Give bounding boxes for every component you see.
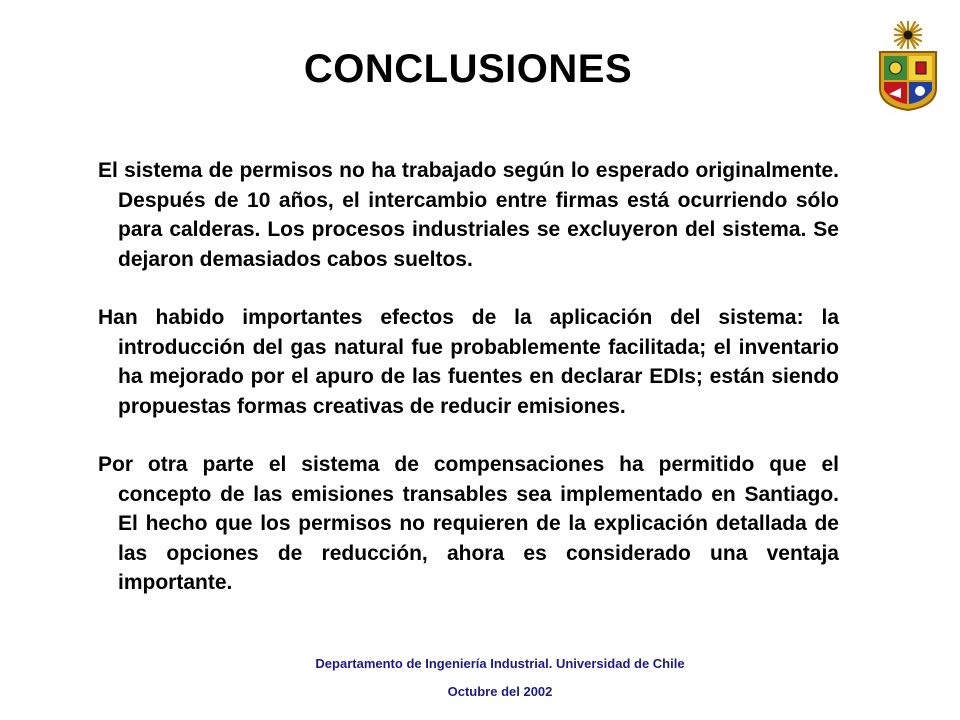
- footer-department: Departamento de Ingeniería Industrial. Universidad de Chile: [315, 656, 685, 671]
- paragraph-system-effects: Han habido importantes efectos de la aplicación del sistema: la introducción del gas natural fue probablemente facilitada; el inventario ha mejorado por el apuro de las fuentes en declarar EDIs; están siendo propuestas formas creativas de reducir emisiones.: [98, 306, 839, 418]
- paragraph-permit-system: El sistema de permisos no ha trabajado según lo esperado originalmente. Después de 10 años, el intercambio entre firmas está ocurriendo sólo para calderas. Los procesos industriales se excluyeron del sistema. Se dejaron demasiados cabos sueltos.: [98, 159, 839, 271]
- emblem-star: [915, 86, 925, 96]
- footer-date: Octubre del 2002: [447, 684, 553, 699]
- crest-center: [904, 31, 913, 40]
- university-coat-of-arms-icon: [870, 18, 946, 114]
- slide-title: CONCLUSIONES: [303, 47, 633, 91]
- emblem-book: [916, 62, 926, 74]
- paragraph-compensation-system: Por otra parte el sistema de compensaciones ha permitido que el concepto de las emisiones transables sea implementado en Santiago. El hecho que los permisos no requieren de la explicación detallada de las opciones de reducción, ahora es considerado una ventaja importante.: [98, 453, 839, 594]
- conclusions-body: [98, 156, 839, 627]
- emblem-sun: [890, 62, 902, 74]
